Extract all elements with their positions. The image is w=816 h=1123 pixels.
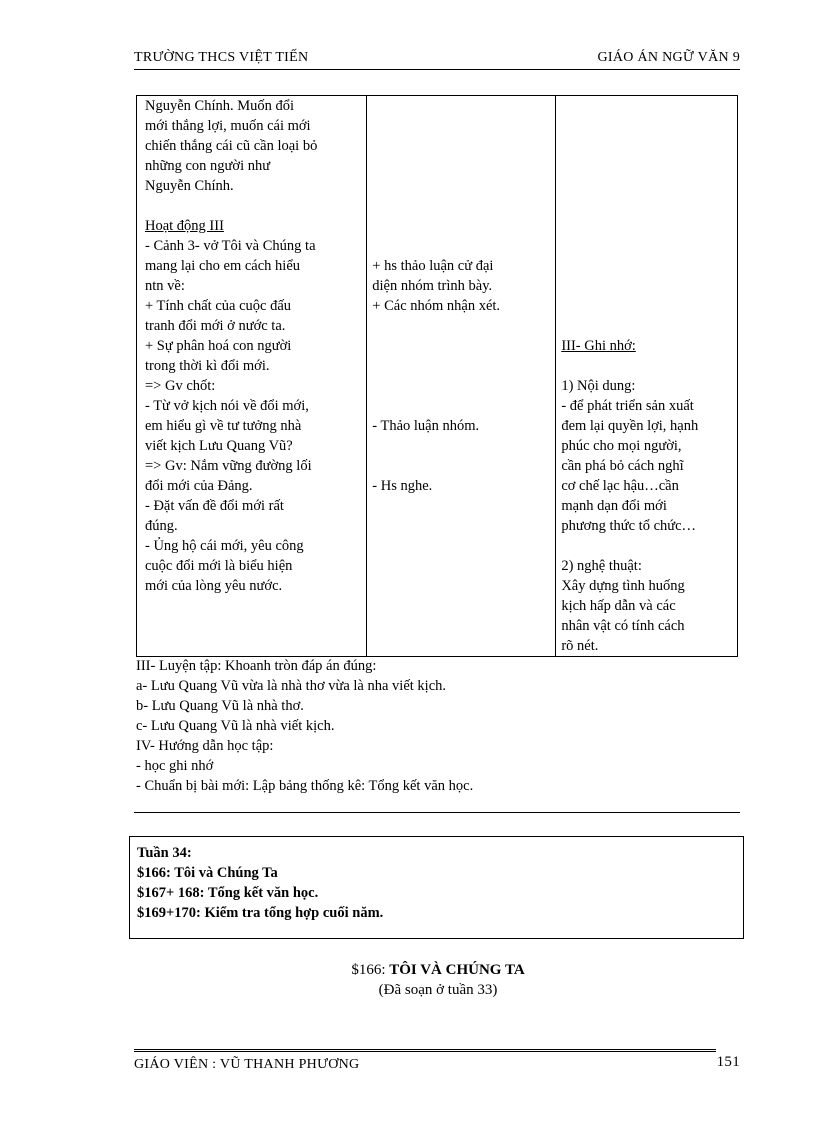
table-line: chiến thắng cái cũ cần loại bỏ	[145, 138, 318, 154]
ghi-nho-heading: III- Ghi nhớ:	[561, 338, 636, 354]
blank-line	[561, 176, 732, 196]
table-line: Nguyễn Chính.	[145, 178, 234, 194]
blank-line	[145, 196, 361, 216]
blank-line	[561, 236, 732, 256]
page-number: 151	[716, 1054, 740, 1070]
blank-line	[561, 156, 732, 176]
blank-line	[372, 216, 550, 236]
blank-line	[561, 316, 732, 336]
table-line: Nguyễn Chính. Muốn đổi	[145, 98, 295, 114]
schedule-item: $166: Tôi và Chúng Ta	[137, 865, 278, 881]
practice-section	[136, 656, 736, 796]
blank-line	[561, 356, 732, 376]
table-line: - Thảo luận nhóm.	[372, 418, 480, 434]
table-line: - Từ vở kịch nói về đổi mới,	[145, 398, 309, 414]
table-line: mang lại cho em cách hiểu	[145, 258, 301, 274]
practice-option: b- Lưu Quang Vũ là nhà thơ.	[136, 698, 304, 714]
table-line: rõ nét.	[561, 638, 599, 654]
blank-line	[372, 196, 550, 216]
table-line: Xây dựng tình huống	[561, 578, 685, 594]
practice-option: c- Lưu Quang Vũ là nhà viết kịch.	[136, 718, 335, 734]
blank-line	[372, 316, 550, 336]
blank-line	[372, 156, 550, 176]
table-line: - Ủng hộ cái mới, yêu công	[145, 538, 304, 554]
table-line: phương thức tổ chức…	[561, 518, 697, 534]
lesson-title-block	[128, 960, 748, 1000]
table-line: kịch hấp dẫn và các	[561, 598, 676, 614]
blank-line	[372, 356, 550, 376]
content-column	[556, 96, 738, 657]
table-line: phúc cho mọi người,	[561, 438, 682, 454]
page-header	[134, 50, 740, 70]
subject-title: GIÁO ÁN NGỮ VĂN 9	[597, 50, 740, 65]
blank-line	[561, 216, 732, 236]
blank-line	[372, 456, 550, 476]
table-line: + Các nhóm nhận xét.	[372, 298, 501, 314]
blank-line	[561, 136, 732, 156]
teacher-activity-column	[137, 96, 367, 657]
table-line: cơ chế lạc hậu…cần	[561, 478, 679, 494]
lesson-code: $166:	[351, 962, 390, 978]
table-line: mạnh dạn đổi mới	[561, 498, 667, 514]
table-line: tranh đổi mới ở nước ta.	[145, 318, 286, 334]
table-line: 1) Nội dung:	[561, 378, 636, 394]
blank-line	[561, 296, 732, 316]
table-line: - Cảnh 3- vở Tôi và Chúng ta	[145, 238, 316, 254]
guide-heading: IV- Hướng dẫn học tập:	[136, 738, 274, 754]
table-line: - để phát triển sản xuất	[561, 398, 694, 414]
blank-line	[372, 236, 550, 256]
table-line: nhân vật có tính cách	[561, 618, 685, 634]
practice-option: a- Lưu Quang Vũ vừa là nhà thơ vừa là nha viết kịch.	[136, 678, 447, 694]
table-line: những con người như	[145, 158, 271, 174]
activity-heading: Hoạt động III	[145, 218, 224, 234]
schedule-item: $167+ 168: Tổng kết văn học.	[137, 885, 319, 901]
student-activity-column	[367, 96, 556, 657]
blank-line	[561, 536, 732, 556]
lesson-title	[128, 960, 748, 980]
header-rule	[134, 69, 740, 70]
table-line: + hs thảo luận cử đại	[372, 258, 494, 274]
table-line: ntn về:	[145, 278, 185, 294]
blank-line	[372, 336, 550, 356]
table-line: => Gv: Nắm vững đường lối	[145, 458, 312, 474]
table-line: trong thời kì đổi mới.	[145, 358, 270, 374]
blank-line	[561, 276, 732, 296]
lesson-table	[136, 95, 738, 657]
section-divider	[134, 812, 740, 813]
table-line: + Sự phân hoá con người	[145, 338, 292, 354]
blank-line	[372, 136, 550, 156]
table-line: đổi mới của Đảng.	[145, 478, 253, 494]
blank-line	[561, 116, 732, 136]
table-line: đúng.	[145, 518, 178, 534]
blank-line	[561, 196, 732, 216]
table-line: viết kịch Lưu Quang Vũ?	[145, 438, 293, 454]
school-name: TRƯỜNG THCS VIỆT TIẾN	[134, 50, 309, 65]
lesson-name: TÔI VÀ CHÚNG TA	[389, 962, 525, 978]
table-line: mới thắng lợi, muốn cái mới	[145, 118, 311, 134]
table-line: - Hs nghe.	[372, 478, 433, 494]
page-footer	[134, 1054, 740, 1077]
week-label: Tuần 34:	[137, 845, 192, 861]
table-line: + Tính chất của cuộc đấu	[145, 298, 292, 314]
blank-line	[372, 376, 550, 396]
teacher-name: GIÁO VIÊN : VŨ THANH PHƯƠNG	[134, 1057, 360, 1072]
blank-line	[561, 256, 732, 276]
blank-line	[372, 176, 550, 196]
table-line: mới của lòng yêu nước.	[145, 578, 283, 594]
table-line: - Đặt vấn đề đổi mới rất	[145, 498, 284, 514]
table-line: 2) nghệ thuật:	[561, 558, 642, 574]
lesson-note: (Đã soạn ở tuần 33)	[378, 982, 498, 998]
blank-line	[372, 116, 550, 136]
table-line: đem lại quyền lợi, hạnh	[561, 418, 699, 434]
table-line: cuộc đổi mới là biểu hiện	[145, 558, 293, 574]
table-line: => Gv chốt:	[145, 378, 216, 394]
guide-item: - học ghi nhớ	[136, 758, 214, 774]
practice-heading: III- Luyện tập: Khoanh tròn đáp án đúng:	[136, 658, 377, 674]
table-line: em hiểu gì về tư tưởng nhà	[145, 418, 302, 434]
blank-line	[372, 396, 550, 416]
blank-line	[561, 96, 732, 116]
blank-line	[372, 96, 550, 116]
guide-item: - Chuẩn bị bài mới: Lập bảng thống kê: Tổng kết văn học.	[136, 778, 474, 794]
footer-rule	[134, 1049, 716, 1052]
schedule-item: $169+170: Kiểm tra tổng hợp cuối năm.	[137, 905, 384, 921]
table-line: cần phá bỏ cách nghĩ	[561, 458, 684, 474]
week-schedule-box	[129, 836, 744, 939]
table-line: diện nhóm trình bày.	[372, 278, 493, 294]
blank-line	[372, 436, 550, 456]
